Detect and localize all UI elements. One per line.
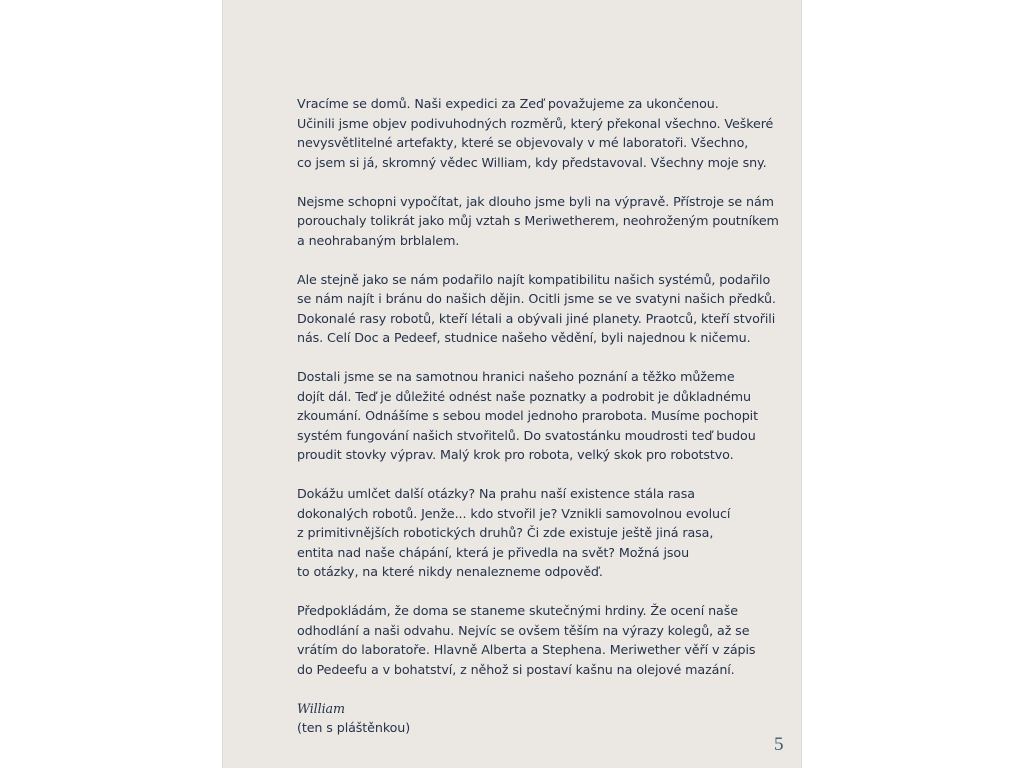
text-line: entita nad naše chápání, která je přivedla na svět? Možná jsou <box>297 544 690 560</box>
text-line: porouchaly tolikrát jako můj vztah s Meriwetherem, neohroženým poutníkem <box>297 213 779 228</box>
text-line: do Pedeefu a v bohatství, z něhož si postaví kašnu na olejové mazání. <box>297 661 735 677</box>
text-line: a neohrabaným brblalem. <box>297 232 460 248</box>
text-line: Vracíme se domů. Naši expedici za Zeď považujeme za ukončenou. <box>297 96 719 111</box>
paragraph <box>297 484 757 582</box>
paragraph <box>297 367 757 465</box>
signature <box>297 699 757 738</box>
text-line: Nejsme schopni vypočítat, jak dlouho jsme byli na výpravě. Přístroje se nám <box>297 193 774 209</box>
text-line: Ale stejně jako se nám podařilo najít kompatibilitu našich systémů, podařilo <box>297 271 771 287</box>
page-number: 5 <box>774 734 784 755</box>
text-line: zkoumání. Odnášíme s sebou model jednoho prarobota. Musíme pochopit <box>297 408 758 423</box>
text-line: Dokonalé rasy robotů, kteří létali a obývali jiné planety. Praotců, kteří stvořili <box>297 310 776 326</box>
text-line: co jsem si já, skromný vědec William, kdy představoval. Všechny moje sny. <box>297 154 767 170</box>
text-line: z primitivnějších robotických druhů? Či zde existuje ještě jiná rasa, <box>297 525 714 540</box>
text-line: Předpokládám, že doma se staneme skutečnými hrdiny. Že ocení naše <box>297 603 738 618</box>
text-line: Učinili jsme objev podivuhodných rozměrů, který překonal všechno. Veškeré <box>297 115 774 131</box>
paragraph <box>297 94 774 172</box>
text-line: dokonalých robotů. Jenže... kdo stvořil je? Vznikli samovolnou evolucí <box>297 505 731 521</box>
signature-name: William <box>297 700 345 716</box>
text-line: systém fungování našich stvořitelů. Do svatostánku moudrosti teď budou <box>297 427 756 443</box>
text-line: vrátím do laboratoře. Hlavně Alberta a Stephena. Meriwether věří v zápis <box>297 642 756 657</box>
text-line: Dostali jsme se na samotnou hranici našeho poznání a těžko můžeme <box>297 369 735 384</box>
text-line: to otázky, na které nikdy nenalezneme odpověď. <box>297 564 603 579</box>
paragraph <box>297 270 776 348</box>
text-line: dojít dál. Teď je důležité odnést naše poznatky a podrobit je důkladnému <box>297 388 751 404</box>
paragraph <box>297 601 757 679</box>
text-line: Dokážu umlčet další otázky? Na prahu naší existence stála rasa <box>297 486 695 501</box>
letter-text <box>297 94 779 738</box>
text-line: se nám najít i bránu do našich dějin. Ocitli jsme se ve svatyni našich předků. <box>297 291 776 306</box>
text-line: nás. Celí Doc a Pedeef, studnice našeho vědění, byli najednou k ničemu. <box>297 330 751 345</box>
text-line: odhodlání a naši odvahu. Nejvíc se ovšem těším na výrazy kolegů, až se <box>297 622 750 638</box>
paragraph <box>297 192 779 251</box>
book-page <box>222 0 802 768</box>
text-line: proudit stovky výprav. Malý krok pro robota, velký skok pro robotstvo. <box>297 447 734 462</box>
text-line: nevysvětlitelné artefakty, které se objevovaly v mé laboratoři. Všechno, <box>297 135 749 150</box>
signature-note: (ten s pláštěnkou) <box>297 720 411 735</box>
